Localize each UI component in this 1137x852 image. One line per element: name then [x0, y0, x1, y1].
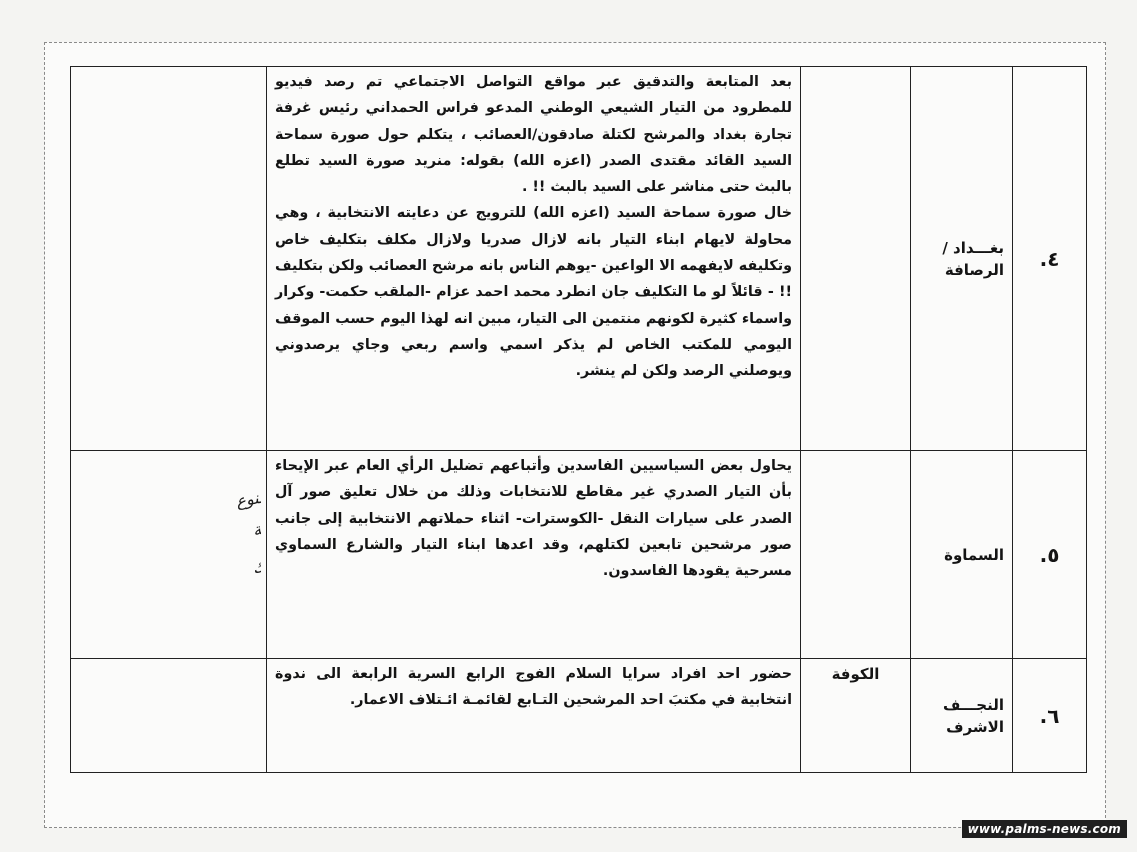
area-cell [801, 67, 911, 451]
row-number: ٦. [1013, 659, 1087, 773]
handwritten-line: ذلك [249, 552, 261, 578]
watermark: www.palms-news.com [962, 820, 1127, 838]
table-row [71, 659, 1087, 773]
details-cell [267, 451, 801, 659]
governorate-cell: السماوة [911, 451, 1013, 659]
note-cell [71, 659, 267, 773]
details-paragraph: بعد المتابعة والتدقيق عبر مواقع التواصل الاجتماعي تم رصد فيديو للمطرود من التيار الشيعي الوطني المدعو فراس الحمداني رئيس غرفة تجارة بغداد والمرشح لكتلة صادقون/العصائب ، يتكلم حول صورة سماحة السيد القائد مقتدى الصدر (اعزه الله) بقوله: منريد صورة السيد تطلع بالبث حتى مناشر على السيد بالبث !! . [275, 74, 792, 196]
report-table [70, 66, 1087, 773]
area-cell: الكوفة [801, 659, 911, 773]
row-number: ٤. [1013, 67, 1087, 451]
handwritten-note [77, 469, 261, 639]
table-row [71, 451, 1087, 659]
details-cell [267, 659, 801, 773]
note-cell [71, 67, 267, 451]
note-cell [71, 451, 267, 659]
row-number: ٥. [1013, 451, 1087, 659]
table-row [71, 67, 1087, 451]
details-paragraph: يحاول بعض السياسيين الفاسدين وأتباعهم تضليل الرأي العام عبر الإيحاء بأن التيار الصدري غير مقاطع للانتخابات وذلك من خلال تعليق صور آل الصدر على سيارات النقل -الكوسترات- اثناء حملاتهم الانتخابية إلى جانب صور مرشحين تابعين لكتلهم، وقد اعدها ابناء التيار والشارع السماوي مسرحية يقودها الفاسدون. [275, 458, 792, 580]
details-paragraph: خال صورة سماحة السيد (اعزه الله) للترويج عن دعايته الانتخابية ، وهي محاولة لايهام ابناء التيار بانه لازال صدريا ولازال مكلف بتكليف خاص وتكليفه لايفهمه الا الواعين -يوهم الناس بانه مرشح العصائب ولكن بتكليف !! - قائلاً لو ما التكليف جان انطرد محمد احمد عزام -الملقب حكمت- وكرار واسماء كثيرة لكونهم منتمين الى التيار، مبين انه لهذا اليوم حسب الموقف اليومي للمكتب الخاص لم يذكر اسمي واسم ربعي وجاي يرصدوني ويوصلني الرصد ولكن لم ينشر. [275, 205, 792, 380]
details-paragraph: حضور احد افراد سرايا السلام الفوج الرابع السرية الرابعة الى ندوة انتخابية في مكتبَ احد المرشحين التـابع لقائمـة ائـتلاف الاعمار. [275, 666, 792, 709]
area-cell [801, 451, 911, 659]
details-cell [267, 67, 801, 451]
governorate-cell: النجـــف الاشرف [911, 659, 1013, 773]
handwritten-line: للمسائلة [250, 507, 261, 540]
handwritten-line: ممنوع [234, 485, 261, 511]
governorate-cell: بغـــداد / الرصافة [911, 67, 1013, 451]
